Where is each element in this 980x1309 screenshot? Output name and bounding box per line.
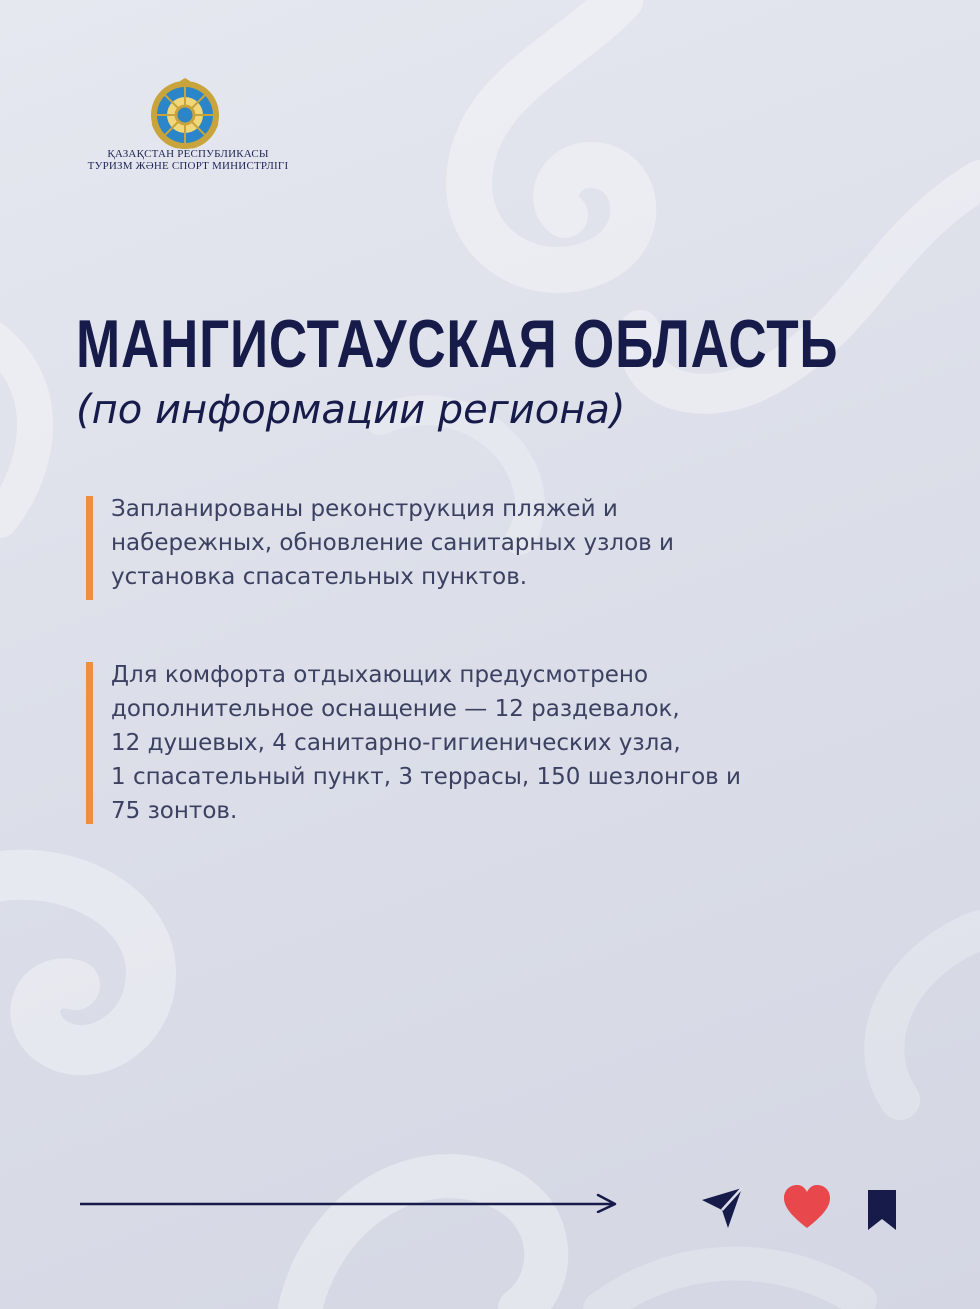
info-paragraph xyxy=(86,492,906,594)
paragraph-text xyxy=(111,658,906,828)
ministry-line-2: ТУРИЗМ ЖӘНЕ СПОРТ МИНИСТРЛІГІ xyxy=(87,160,289,172)
paragraph-line: 12 душевых, 4 санитарно-гигиенических узла, xyxy=(111,730,681,756)
right-arrow-icon[interactable] xyxy=(80,1193,620,1213)
ministry-name xyxy=(58,148,318,172)
send-icon[interactable] xyxy=(700,1186,744,1230)
kazakhstan-state-emblem-icon xyxy=(148,78,222,152)
accent-bar xyxy=(86,662,93,824)
paragraph-line: 75 зонтов. xyxy=(111,798,238,824)
ministry-line-1: ҚАЗАҚСТАН РЕСПУБЛИКАСЫ xyxy=(107,148,269,160)
paragraph-line: установка спасательных пунктов. xyxy=(111,564,528,590)
heart-icon[interactable] xyxy=(783,1184,831,1230)
accent-bar xyxy=(86,496,93,600)
paragraph-text xyxy=(111,492,906,594)
bookmark-icon[interactable] xyxy=(866,1188,898,1232)
paragraph-line: Запланированы реконструкция пляжей и xyxy=(111,496,618,522)
info-paragraph xyxy=(86,658,906,828)
page-subtitle: (по информации региона) xyxy=(76,387,626,433)
paragraph-line: набережных, обновление санитарных узлов и xyxy=(111,530,674,556)
paragraph-line: дополнительное оснащение — 12 раздевалок, xyxy=(111,696,680,722)
page-title: МАНГИСТАУСКАЯ ОБЛАСТЬ xyxy=(76,306,839,382)
paragraph-line: Для комфорта отдыхающих предусмотрено xyxy=(111,662,649,688)
paragraph-line: 1 спасательный пункт, 3 террасы, 150 шезлонгов и xyxy=(111,764,741,790)
